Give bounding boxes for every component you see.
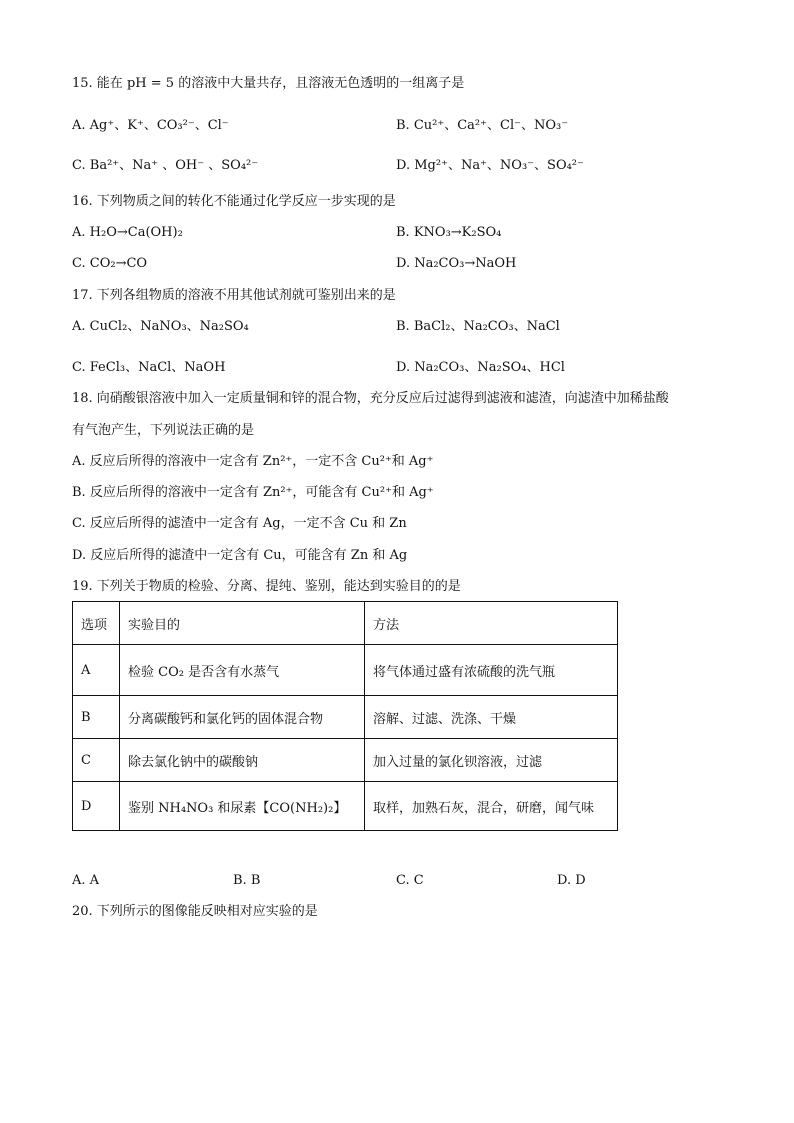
q19-answer-d: D. D — [557, 873, 586, 888]
q15-stem-ph: pH = 5 — [126, 76, 175, 91]
q17-stem: 17. 下列各组物质的溶液不用其他试剂就可鉴别出来的是 — [72, 288, 396, 303]
q19-row-d-option: D — [73, 782, 120, 831]
q19-table — [72, 601, 618, 831]
q19-row-d-method: 取样，加熟石灰，混合，研磨，闻气味 — [365, 782, 618, 831]
q17-option-b: B. BaCl₂、Na₂CO₃、NaCl — [396, 319, 560, 334]
q16-option-c: C. CO₂→CO — [72, 256, 148, 271]
q19-answer-b: B. B — [233, 873, 261, 888]
q19-row-c-goal: 除去氯化钠中的碳酸钠 — [120, 739, 365, 782]
q18-option-c: C. 反应后所得的滤渣中一定含有 Ag，一定不含 Cu 和 Zn — [72, 516, 407, 531]
q15-option-c — [72, 158, 258, 174]
q15-stem-pre: 15. 能在 — [72, 76, 123, 91]
q19-table-header-row — [73, 602, 618, 645]
q16-option-d: D. Na₂CO₃→NaOH — [396, 256, 517, 271]
q20-stem: 20. 下列所示的图像能反映相对应实验的是 — [72, 904, 318, 919]
q19-row-a-option: A — [73, 645, 120, 696]
q19-row-c-option: C — [73, 739, 120, 782]
q19-table-row — [73, 782, 618, 831]
q17-option-d: D. Na₂CO₃、Na₂SO₄、HCl — [396, 360, 565, 375]
q15-option-b-ions: Cu²⁺、Ca²⁺、Cl⁻、NO₃⁻ — [413, 118, 569, 133]
q19-table-row — [73, 739, 618, 782]
q19-row-d-goal: 鉴别 NH₄NO₃ 和尿素【CO(NH₂)₂】 — [120, 782, 365, 831]
q15-option-a-label: A. — [72, 118, 86, 133]
q15-option-d-ions: Mg²⁺、Na⁺、NO₃⁻、SO₄²⁻ — [414, 158, 584, 173]
q15-option-d-label: D. — [396, 158, 411, 173]
q18-stem-line1: 18. 向硝酸银溶液中加入一定质量铜和锌的混合物，充分反应后过滤得到滤液和滤渣，向滤渣中加稀盐酸 — [72, 391, 669, 406]
q19-row-a-method: 将气体通过盛有浓硫酸的洗气瓶 — [365, 645, 618, 696]
q18-option-b: B. 反应后所得的溶液中一定含有 Zn²⁺，可能含有 Cu²⁺和 Ag⁺ — [72, 485, 434, 500]
q16-option-a: A. H₂O→Ca(OH)₂ — [72, 225, 183, 240]
q19-stem: 19. 下列关于物质的检验、分离、提纯、鉴别，能达到实验目的的是 — [72, 579, 461, 594]
q19-answer-a: A. A — [72, 873, 100, 888]
q15-option-a — [72, 118, 229, 134]
q16-option-b: B. KNO₃→K₂SO₄ — [396, 225, 502, 240]
q15-option-b-label: B. — [396, 118, 410, 133]
q15-option-b — [396, 118, 568, 134]
q16-stem: 16. 下列物质之间的转化不能通过化学反应一步实现的是 — [72, 194, 396, 209]
q19-table-row — [73, 696, 618, 739]
q19-row-a-goal: 检验 CO₂ 是否含有水蒸气 — [120, 645, 365, 696]
q18-option-a: A. 反应后所得的溶液中一定含有 Zn²⁺，一定不含 Cu²⁺和 Ag⁺ — [72, 454, 434, 469]
q15-stem — [72, 76, 464, 92]
q19-row-b-option: B — [73, 696, 120, 739]
q17-option-c: C. FeCl₃、NaCl、NaOH — [72, 360, 226, 375]
q19-table-row — [73, 645, 618, 696]
q18-option-d: D. 反应后所得的滤渣中一定含有 Cu，可能含有 Zn 和 Ag — [72, 548, 408, 563]
q15-option-c-label: C. — [72, 158, 86, 173]
q19-header-method: 方法 — [365, 602, 618, 645]
q19-row-b-goal: 分离碳酸钙和氯化钙的固体混合物 — [120, 696, 365, 739]
q15-option-d — [396, 158, 584, 174]
q18-stem-line2: 有气泡产生，下列说法正确的是 — [72, 423, 255, 438]
q19-answer-c: C. C — [396, 873, 424, 888]
q15-option-a-ions: Ag⁺、K⁺、CO₃²⁻、Cl⁻ — [89, 118, 229, 133]
q19-header-option: 选项 — [73, 602, 120, 645]
q17-option-a: A. CuCl₂、NaNO₃、Na₂SO₄ — [72, 319, 249, 334]
q15-option-c-ions: Ba²⁺、Na⁺ 、OH⁻ 、SO₄²⁻ — [89, 158, 259, 173]
q19-row-b-method: 溶解、过滤、洗涤、干燥 — [365, 696, 618, 739]
q19-header-goal: 实验目的 — [120, 602, 365, 645]
q19-row-c-method: 加入过量的氯化钡溶液，过滤 — [365, 739, 618, 782]
q15-stem-post: 的溶液中大量共存，且溶液无色透明的一组离子是 — [178, 76, 465, 91]
